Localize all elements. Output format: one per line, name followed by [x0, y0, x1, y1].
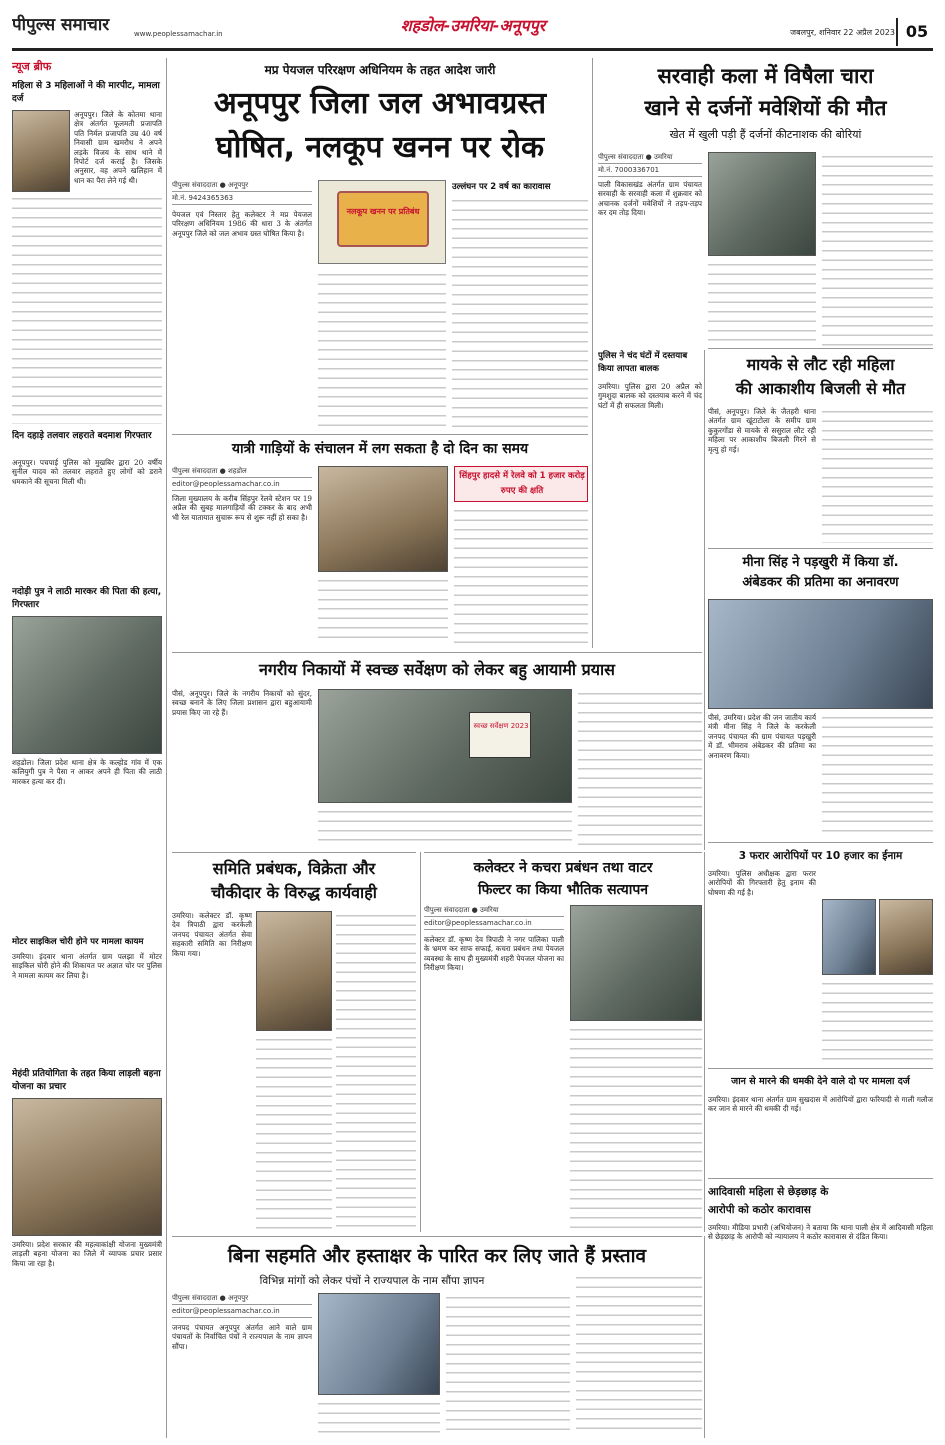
tribal-text: उमरिया। मीडिया प्रभारी (अभियोजन) ने बताया कि थाना पाली क्षेत्र में आदिवासी महिला से छेड़छाड़ के आरोपी को न्यायालय ने कठोर कारावास से दंडित किया।: [708, 1223, 933, 1242]
brief-text-5: उमरिया। प्रदेश सरकार की महत्वाकांक्षी योजना मुख्यमंत्री लाड़ली बहना योजना का जिले में व्यापक प्रचार प्रसार किया जा रहा है।: [12, 1240, 162, 1268]
fodder-subhead: खेत में खुली पड़ी हैं दर्जनों कीटनाशक की बोरियां: [669, 128, 862, 141]
lightning-headline-2: की आकाशीय बिजली से मौत: [735, 379, 906, 398]
reward-photo-1: [822, 899, 876, 975]
brief-headline-5: मेहंदी प्रतियोगिता के तहत किया लाड़ली बहना योजना का प्रचार: [12, 1069, 161, 1092]
reward-photo-2: [879, 899, 933, 975]
water-headline-2: घोषित, नलकूप खनन पर रोक: [215, 130, 545, 165]
ambedkar-headline-2: अंबेडकर की प्रतिमा का अनावरण: [742, 575, 899, 590]
water-sidebar-text: [452, 196, 588, 432]
train-byline: पीपुल्स संवाददाता ● शहडोल: [172, 466, 312, 478]
missing-headline: पुलिस ने चंद घंटों में दस्तयाब किया लापता बालक: [598, 351, 688, 374]
train-text-col3: [454, 506, 588, 646]
threat-headline: जान से मारने की धमकी देने वाले दो पर मामला दर्ज: [731, 1076, 910, 1087]
fodder-text-col1: पाली विकासखंड अंतर्गत ग्राम पंचायत सरवाही के सरवाही कला में शुक्रवार को अचानक दर्जनों मवेशियों ने तड़प-तड़प कर दम तोड़ दिया।: [598, 180, 702, 218]
swachh-sign-board: [469, 712, 531, 758]
swachh-sign-text: स्वच्छ सर्वेक्षण 2023: [473, 722, 529, 730]
proposal-text-col4: [576, 1273, 702, 1437]
column-rule-6: [704, 1236, 705, 1438]
proposal-email: editor@peoplessamachar.co.in: [172, 1306, 312, 1318]
samiti-headline-2: चौकीदार के विरुद्ध कार्यवाही: [211, 883, 377, 902]
column-rule-5: [704, 852, 705, 1232]
train-headline: यात्री गाड़ियों के संचालन में लग सकता है दो दिन का समय: [231, 441, 529, 457]
water-sidebar: [452, 180, 588, 432]
story-fodder: [598, 60, 933, 348]
masthead: [0, 0, 945, 52]
tribal-headline-2: आरोपी को कठोर कारावास: [708, 1204, 811, 1216]
story-samiti: [172, 852, 416, 1232]
collector-headline-2: फिल्टर का किया भौतिक सत्यापन: [477, 882, 649, 898]
column-rule-4: [420, 852, 421, 1232]
brief-text-4: उमरिया। इंदवार थाना अंतर्गत ग्राम पलझा में मोटर साइकिल चोरी होने की शिकायत पर अज्ञात चोर पर पुलिस ने मामला कायम कर लिया है।: [12, 952, 162, 980]
brief-headline-1: महिला से 3 महिलाओं ने की मारपीट, मामला दर्ज: [12, 81, 160, 104]
brief-text-1: अनूपपुर। जिले के कोतमा थाना क्षेत्र अंतर्गत फूलमती प्रजापति पति निर्मल प्रजापति उम्र 40 वर्ष निवासी ग्राम खमरौध ने अपने लड़के विजय के साथ थाने में रिपोर्ट दर्ज कराई है। जिसके अनुसार, वह अपने खलिहान में धान का पैरा लेने गई थी।: [74, 110, 162, 185]
story-threat: [708, 1068, 933, 1174]
masthead-rule: [12, 48, 933, 51]
story-ambedkar: [708, 548, 933, 838]
lightning-text-col1: पीसं, अनूपपुर। जिले के जैतहरी थाना अंतर्गत ग्राम खूंटाटोला के समीप ग्राम कुकुरगोंडा से मायके से ससुराल लौट रही महिला पर आकाशीय बिजली गिरने से मृत्यु हो गई।: [708, 407, 816, 454]
water-text-col1: पेयजल एवं निस्तार हेतु कलेक्टर ने मप्र पेयजल परिरक्षण अधिनियम 1986 की धारा 3 के अंतर्गत अनूपपुर जिले को जल अभाव ग्रस्त घोषित किया है।: [172, 210, 312, 238]
brief-text-2: अनूपपुर। पचपाई पुलिस को मुखबिर द्वारा 20 वर्षीय सुनील यादव को तलवार लहराते हुए लोगों को डराने धमकाने की सूचना मिली थी।: [12, 458, 162, 486]
lightning-text-col2: [822, 407, 933, 543]
fodder-photo: [708, 152, 816, 256]
swachh-text-col2: [318, 807, 572, 847]
swachh-headline: नगरीय निकायों में स्वच्छ सर्वेक्षण को लेकर बहु आयामी प्रयास: [259, 660, 615, 679]
story-collector: [424, 852, 702, 1232]
story-proposal: [172, 1236, 702, 1438]
brief-headline-2: दिन दहाड़े तलवार लहराते बदमाश गिरफ्तार: [12, 431, 152, 441]
collector-email: editor@peoplessamachar.co.in: [424, 918, 564, 930]
samiti-text-col2: [256, 1035, 332, 1231]
train-text-col1: जिला मुख्यालय के करीब सिंहपुर रेलवे स्टेशन पर 19 अप्रैल की सुबह मालगाड़ियों की टक्कर के बाद अभी भी रेल यातायात सुचारू रूप से शुरू नहीं हो सका है।: [172, 494, 312, 522]
fodder-text-col3: [822, 152, 933, 346]
news-brief-label: न्यूज ब्रीफ: [12, 60, 52, 73]
ambedkar-text-col1: पीसं, उमरिया। प्रदेश की जन जातीय कार्य मंत्री मीना सिंह ने जिले के करकेली जनपद पंचायत की ग्राम पंचायत पड़खुरी में डॉ. भीमराव अंबेडकर की प्रतिमा का अनावरण किया।: [708, 713, 816, 760]
reward-text-col1: उमरिया। पुलिस अधीक्षक द्वारा फरार आरोपियों की गिरफ्तारी हेतु इनाम की घोषणा की गई है।: [708, 869, 816, 897]
train-text-col2: [318, 576, 448, 646]
missing-text: उमरिया। पुलिस द्वारा 20 अप्रैल को गुमशुदा बालक को दस्तयाब करने में चंद घंटों में ही सफलता मिली।: [598, 382, 702, 410]
water-headline-1: अनूपपुर जिला जल अभावग्रस्त: [213, 86, 547, 121]
collector-headline-1: कलेक्टर ने कचरा प्रबंधन तथा वाटर: [473, 860, 653, 876]
dateline: जबलपुर, शनिवार 22 अप्रैल 2023: [790, 28, 895, 37]
train-box-title: सिंहपुर हादसे में रेलवे को 1 हजार करोड़ रुपए की क्षति: [459, 471, 585, 496]
story-reward: [708, 842, 933, 1064]
samiti-text-col3: [336, 911, 416, 1231]
samiti-headline-1: समिति प्रबंधक, विक्रेता और: [212, 859, 376, 878]
brief-photo-3: [12, 616, 162, 754]
collector-text-col1: कलेक्टर डॉ. कृष्ण देव त्रिपाठी ने नगर पालिका पाली के भ्रमण कर साफ सफाई, कचरा प्रबंधन तथा पेयजल व्यवस्था के साथ ही मुख्यमंत्री शहरी पेयजल योजना का निरीक्षण किया।: [424, 935, 564, 973]
fodder-text-col2: [708, 260, 816, 346]
water-sidebar-title: उल्लंघन पर 2 वर्ष का कारावास: [452, 182, 551, 192]
train-photo: [318, 466, 448, 572]
story-lightning: [708, 348, 933, 544]
logo-text: पीपुल्स समाचार: [12, 15, 110, 35]
reward-text-col2: [822, 979, 933, 1063]
fodder-headline-1: सरवाही कला में विषैला चारा: [657, 64, 874, 88]
proposal-text-col3: [446, 1293, 570, 1437]
collector-text-col2: [570, 1025, 702, 1231]
story-tribal: [708, 1178, 933, 1438]
logo-url: www.peoplessamachar.in: [134, 30, 223, 38]
column-rule-1: [166, 58, 167, 1438]
swachh-photo: [318, 689, 572, 803]
story-missing: [598, 350, 702, 600]
proposal-text-col2: [318, 1399, 440, 1437]
fodder-phone: मो.नं. 7000336701: [598, 165, 702, 177]
swachh-text-col1: पीसं, अनूपपुर। जिले के नगरीय निकायों को सुंदर, स्वच्छ बनाने के लिए जिला प्रशासन द्वारा बहुआयामी प्रयास किए जा रहे हैं।: [172, 689, 312, 717]
train-email: editor@peoplessamachar.co.in: [172, 479, 312, 491]
water-bottom-rule: [172, 434, 588, 435]
threat-text: उमरिया। इंदवार थाना अंतर्गत ग्राम सुखदास में आरोपियों द्वारा फरियादी से गाली गलौज कर जान से मारने की धमकी दी गई।: [708, 1095, 933, 1114]
collector-byline: पीपुल्स संवाददाता ● उमरिया: [424, 905, 564, 917]
fodder-headline-2: खाने से दर्जनों मवेशियों की मौत: [644, 96, 887, 120]
brief-headline-3: नदोड़ी पुत्र ने लाठी मारकर की पिता की हत्या, गिरफ्तार: [12, 587, 162, 610]
proposal-headline: बिना सहमति और हस्ताक्षर के पारित कर लिए जाते हैं प्रस्ताव: [227, 1245, 647, 1267]
water-sign-image: [318, 180, 446, 264]
ambedkar-photo: [708, 599, 933, 709]
ambedkar-headline-1: मीना सिंह ने पड़खुरी में किया डॉ.: [742, 555, 899, 570]
reward-headline: 3 फरार आरोपियों पर 10 हजार का ईनाम: [738, 850, 903, 862]
water-sign-text: नलकूप खनन पर प्रतिबंध: [346, 207, 420, 216]
column-rule-3: [704, 350, 705, 850]
brief-photo-1: [12, 110, 70, 192]
lightning-headline-1: मायके से लौट रही महिला: [746, 355, 895, 374]
train-box: [454, 466, 588, 502]
proposal-photo: [318, 1293, 440, 1395]
news-brief-column: [12, 58, 162, 1438]
brief-text-3: शहडोल। जिला प्रदेश थाना क्षेत्र के कल्होड गांव में एक कलियुगी पुत्र ने पैसा न आकर अपने ही पिता की लाठी मारकर हत्या कर दी।: [12, 758, 162, 786]
collector-photo: [570, 905, 702, 1021]
story-swachh: [172, 652, 702, 848]
water-byline: पीपुल्स संवाददाता ● अनूपपुर: [172, 180, 312, 192]
proposal-byline: पीपुल्स संवाददाता ● अनूपपुर: [172, 1293, 312, 1305]
proposal-text-col1: जनपद पंचायत अनूपपुर अंतर्गत आने वाले ग्राम पंचायतों के निर्वाचित पंचों ने राज्यपाल के नाम ज्ञापन सौंपा।: [172, 1323, 312, 1351]
samiti-photo: [256, 911, 332, 1031]
samiti-text-col1: उमरिया। कलेक्टर डॉ. कृष्ण देव त्रिपाठी द्वारा करकेली जनपद पंचायत अंतर्गत सेवा सहकारी समिति का निरीक्षण किया गया।: [172, 911, 252, 958]
brief-photo-5: [12, 1098, 162, 1236]
brief-headline-4: मोटर साइकिल चोरी होने पर मामला कायम: [12, 937, 144, 947]
page-number: 05: [896, 18, 936, 46]
proposal-subhead: विभिन्न मांगों को लेकर पंचों ने राज्यपाल के नाम सौंपा ज्ञापन: [259, 1275, 485, 1287]
brief-text-1-cont: [12, 194, 162, 424]
water-phone: मो.नं. 9424365363: [172, 193, 312, 205]
section-title: शहडोल-उमरिया-अनूपपुर: [400, 16, 546, 35]
swachh-text-col3: [578, 689, 702, 847]
newspaper-logo: [12, 12, 130, 38]
story-train: [172, 438, 588, 648]
tribal-headline-1: आदिवासी महिला से छेड़छाड़ के: [708, 1186, 829, 1198]
ambedkar-text-col2: [822, 713, 933, 837]
water-kicker: मप्र पेयजल परिरक्षण अधिनियम के तहत आदेश जारी: [264, 63, 496, 77]
water-text-col2: [318, 270, 446, 432]
column-rule-2: [592, 58, 593, 648]
story-water: [172, 60, 588, 432]
fodder-byline: पीपुल्स संवाददाता ● उमरिया: [598, 152, 702, 164]
